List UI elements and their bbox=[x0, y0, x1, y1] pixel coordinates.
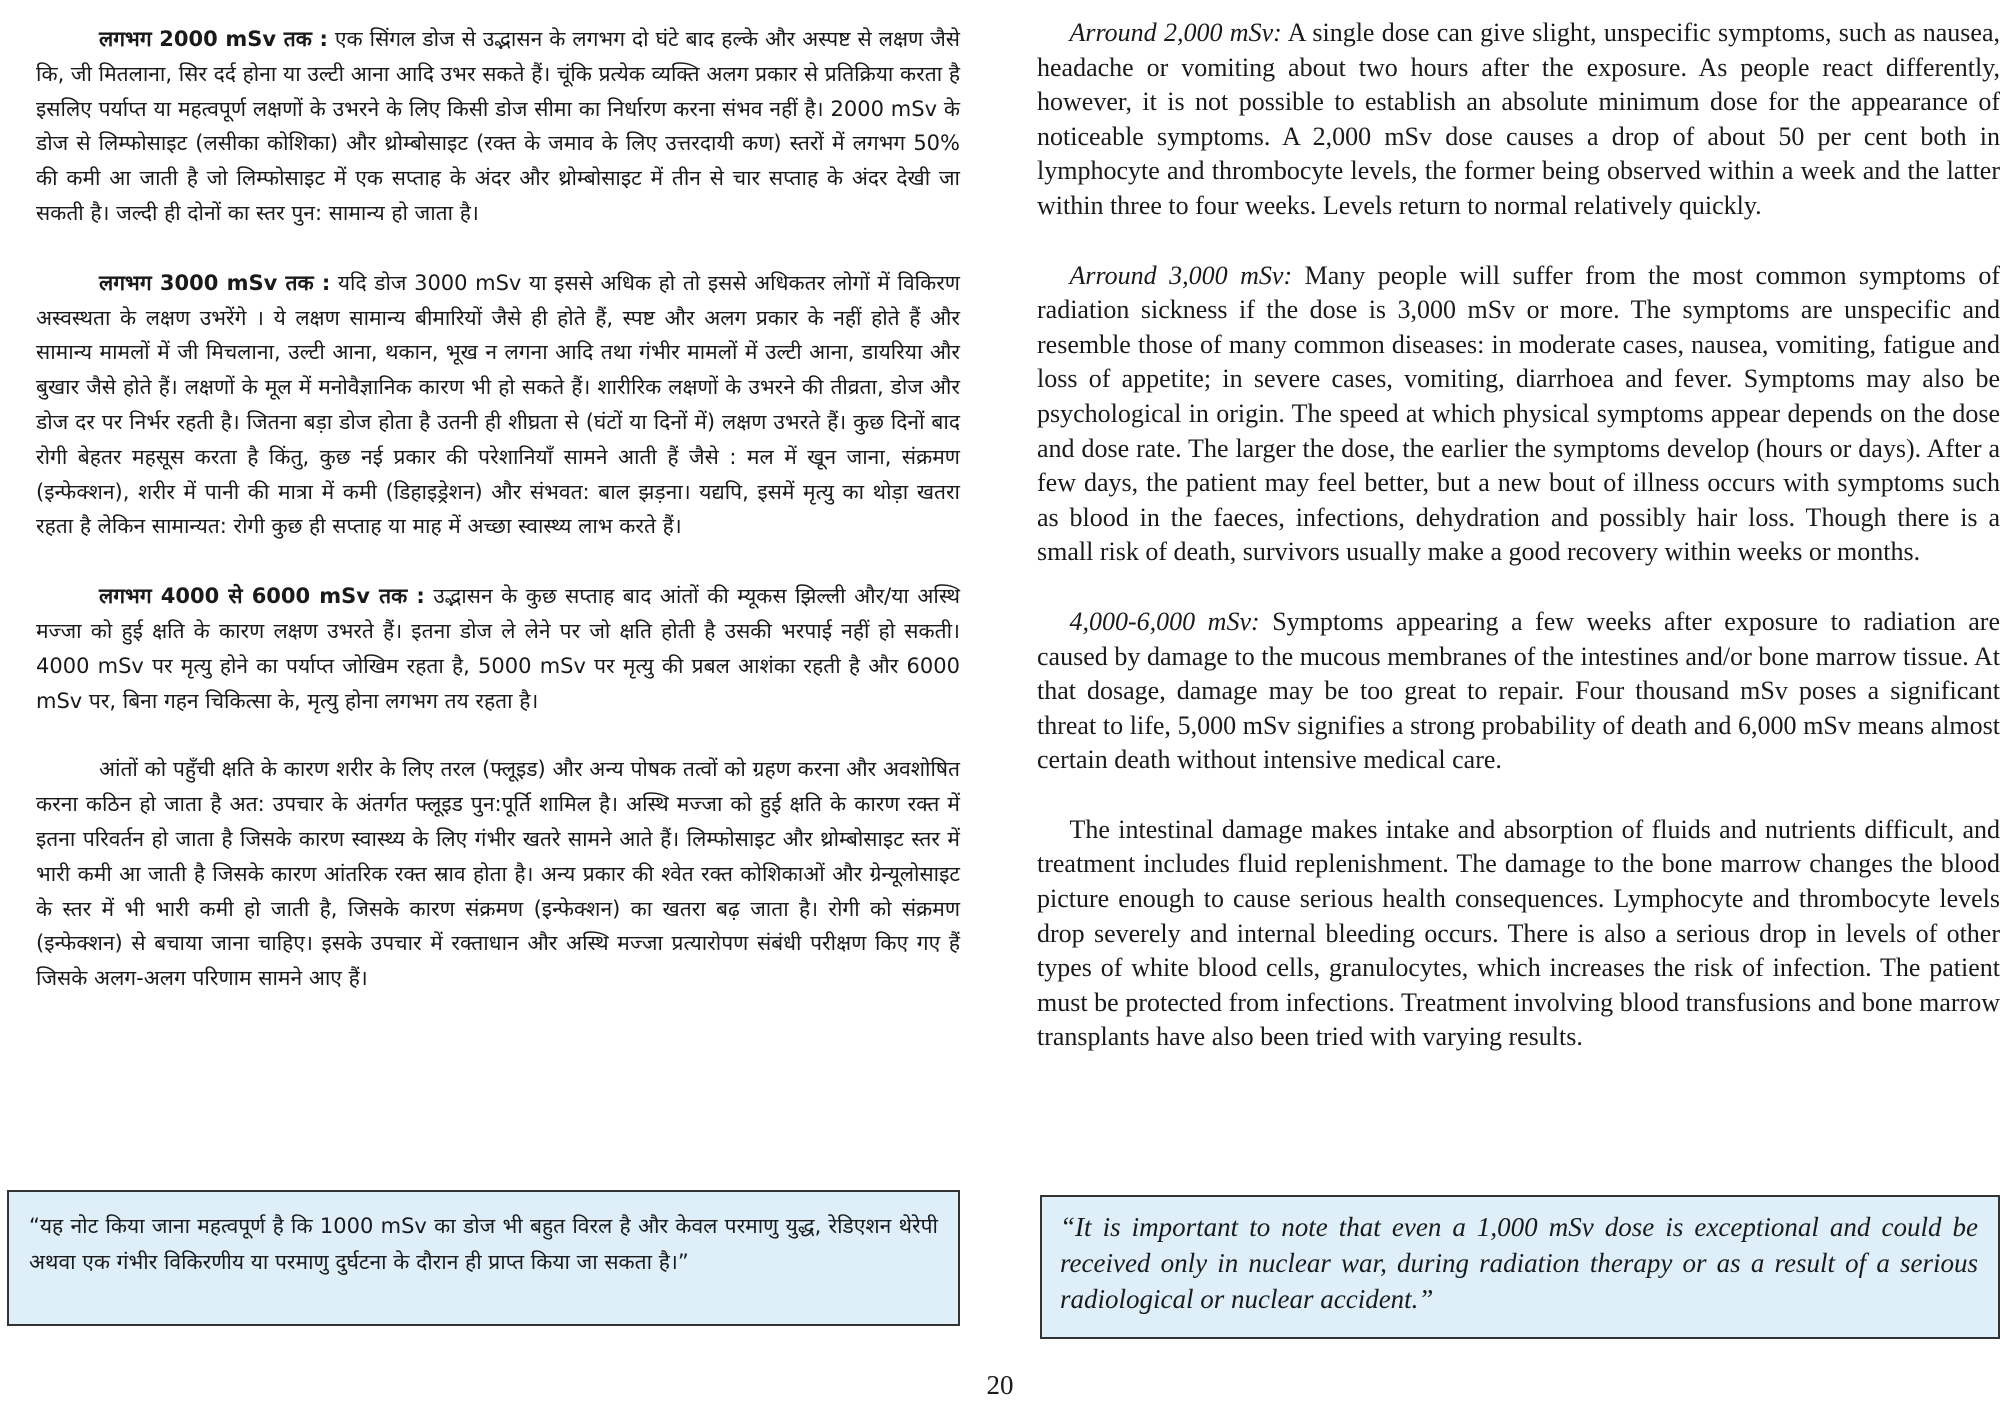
english-heading-3000: Arround 3,000 mSv: bbox=[1069, 260, 1293, 290]
hindi-heading-4000-6000: लगभग 4000 से 6000 mSv तक : bbox=[99, 584, 425, 609]
english-body-intestinal: The intestinal damage makes intake and absorption of fluids and nutrients difficult, and treatment includes fluid replenishment. The damage to the bone marrow changes the blood picture enough to cause serious health consequences. Lymphocyte and thrombocyte levels drop severely and internal bleeding occurs. There is also a serious drop in levels of other types of white blood cells, granulocytes, which increases the risk of infection. The patient must be protected from infections. Treatment involving blood transfusions and bone marrow transplants have also been tried with varying results. bbox=[1037, 814, 2000, 1052]
english-column bbox=[1037, 16, 2000, 1055]
hindi-column bbox=[36, 22, 960, 996]
english-heading-2000: Arround 2,000 mSv: bbox=[1069, 18, 1282, 47]
hindi-paragraph-3000 bbox=[36, 266, 960, 544]
hindi-paragraph-2000 bbox=[36, 22, 960, 231]
hindi-body-3000: यदि डोज 3000 mSv या इससे अधिक हो तो इससे अधिकतर लोगों में विकिरण अस्वस्थता के लक्षण उभरेंगे । ये लक्षण सामान्य बीमारियों जैसे ही होते हैं, स्पष्ट और अलग प्रकार के नहीं होते हैं और सामान्य मामलों में जी मिचलाना, उल्टी आना, थकान, भूख न लगना आदि तथा गंभीर मामलों में उल्टी आना, डायरिया और बुखार जैसे होते हैं। लक्षणों के मूल में मनोवैज्ञानिक कारण भी हो सकते हैं। शारीरिक लक्षणों के उभरने की तीव्रता, डोज और डोज दर पर निर्भर रहती है। जितना बड़ा डोज होता है उतनी ही शीघ्रता से (घंटों या दिनों में) लक्षण उभरते हैं। कुछ दिनों बाद रोगी बेहतर महसूस करता है किंतु, कुछ नई प्रकार की परेशानियाँ सामने आती हैं जैसे : मल में खून जाना, संक्रमण (इन्फेक्शन), शरीर में पानी की मात्रा में कमी (डिहाइड्रेशन) और संभवत: बाल झड़ना। यद्यपि, इसमें मृत्यु का थोड़ा खतरा रहता है लेकिन सामान्यत: रोगी कुछ ही सप्ताह या माह में अच्छा स्वास्थ्य लाभ करते हैं। bbox=[36, 270, 960, 539]
english-heading-4000-6000: 4,000-6,000 mSv: bbox=[1069, 606, 1260, 636]
page-number: 20 bbox=[986, 1370, 1014, 1400]
english-paragraph-2000 bbox=[1037, 16, 2000, 224]
hindi-quote-text: “यह नोट किया जाना महत्वपूर्ण है कि 1000 mSv का डोज भी बहुत विरल है और केवल परमाणु युद्ध, रेडिएशन थेरेपी अथवा एक गंभीर विकिरणीय या परमाणु दुर्घटना के दौरान ही प्राप्त किया जा सकता है।” bbox=[29, 1214, 938, 1274]
hindi-heading-2000: लगभग 2000 mSv तक : bbox=[99, 27, 328, 51]
hindi-body-4000-6000: उद्भासन के कुछ सप्ताह बाद आंतों की म्यूकस झिल्ली और/या अस्थि मज्जा को हुई क्षति के कारण लक्षण उभरते हैं। इतना डोज ले लेने पर जो क्षति होती है उसकी भरपाई नहीं हो सकती। 4000 mSv पर मृत्यु होने का पर्याप्त जोखिम रहता है, 5000 mSv पर मृत्यु की प्रबल आशंका रहती है और 6000 mSv पर, बिना गहन चिकित्सा के, मृत्यु होना लगभग तय रहता है। bbox=[36, 584, 960, 713]
hindi-paragraph-4000-6000 bbox=[36, 579, 960, 718]
english-paragraph-3000 bbox=[1037, 259, 2000, 570]
english-body-4000-6000: Symptoms appearing a few weeks after exposure to radiation are caused by damage to the mucous membranes of the intestines and/or bone marrow tissue. At that dosage, damage may be too great to repair. Four thousand mSv poses a significant threat to life, 5,000 mSv signifies a strong probability of death and 6,000 mSv means almost certain death without intensive medical care. bbox=[1037, 606, 2000, 775]
hindi-body-2000: एक सिंगल डोज से उद्भासन के लगभग दो घंटे बाद हल्के और अस्पष्ट से लक्षण जैसे कि, जी मितलाना, सिर दर्द होना या उल्टी आना आदि उभर सकते हैं। चूंकि प्रत्येक व्यक्ति अलग प्रकार से प्रतिक्रिया करता है इसलिए पर्याप्त या महत्वपूर्ण लक्षणों के उभरने के लिए किसी डोज सीमा का निर्धारण करना संभव नहीं है। 2000 mSv के डोज से लिम्फोसाइट (लसीका कोशिका) और थ्रोम्बोसाइट (रक्त के जमाव के लिए उत्तरदायी कण) स्तरों में लगभग 50% की कमी आ जाती है जो लिम्फोसाइट में एक सप्ताह के अंदर और थ्रोम्बोसाइट में तीन से चार सप्ताह के अंदर देखी जा सकती है। जल्दी ही दोनों का स्तर पुन: सामान्य हो जाता है। bbox=[36, 27, 960, 225]
english-body-2000: A single dose can give slight, unspecific symptoms, such as nausea, headache or vomiting about two hours after the exposure. As people react differently, however, it is not possible to establish an absolute minimum dose for the appearance of noticeable symptoms. A 2,000 mSv dose causes a drop of about 50 per cent both in lymphocyte and thrombocyte levels, the former being observed within a week and the latter within three to four weeks. Levels return to normal relatively quickly. bbox=[1037, 18, 2000, 220]
english-body-3000: Many people will suffer from the most common symptoms of radiation sickness if the dose is 3,000 mSv or more. The symptoms are unspecific and resemble those of many common diseases: in moderate cases, nausea, vomiting, fatigue and loss of appetite; in severe cases, vomiting, diarrhoea and fever. Symptoms may also be psychological in origin. The speed at which physical symptoms appear depends on the dose and dose rate. The larger the dose, the earlier the symptoms develop (hours or days). After a few days, the patient may feel better, but a new bout of illness occurs with symptoms such as blood in the faeces, infections, dehydration and possibly hair loss. Though there is a small risk of death, survivors usually make a good recovery within weeks or months. bbox=[1037, 260, 2000, 567]
hindi-heading-3000: लगभग 3000 mSv तक : bbox=[99, 270, 331, 295]
english-quote-box bbox=[1040, 1195, 2000, 1339]
hindi-paragraph-intestinal bbox=[36, 752, 960, 996]
english-paragraph-4000-6000 bbox=[1037, 605, 2000, 778]
hindi-quote-box bbox=[7, 1190, 960, 1326]
english-paragraph-intestinal bbox=[1037, 813, 2000, 1055]
english-quote-text: “It is important to note that even a 1,000 mSv dose is exceptional and could be received only in nuclear war, during radiation therapy or as a result of a serious radiological or nuclear accident.” bbox=[1060, 1212, 1978, 1314]
hindi-body-intestinal: आंतों को पहुँची क्षति के कारण शरीर के लिए तरल (फ्लूइड) और अन्य पोषक तत्वों को ग्रहण करना और अवशोषित करना कठिन हो जाता है अत: उपचार के अंतर्गत फ्लूइड पुन:पूर्ति शामिल है। अस्थि मज्जा को हुई क्षति के कारण रक्त में इतना परिवर्तन हो जाता है जिसके कारण स्वास्थ्य के लिए गंभीर खतरे सामने आते हैं। लिम्फोसाइट और थ्रोम्बोसाइट स्तर में भारी कमी आ जाती है जिसके कारण आंतरिक रक्त स्राव होता है। अन्य प्रकार की श्वेत रक्त कोशिकाओं और ग्रेन्यूलोसाइट के स्तर में भी भारी कमी हो जाती है, जिसके कारण संक्रमण (इन्फेक्शन) का खतरा बढ़ जाता है। रोगी को संक्रमण (इन्फेक्शन) से बचाया जाना चाहिए। इसके उपचार में रक्ताधान और अस्थि मज्जा प्रत्यारोपण संबंधी परीक्षण किए गए हैं जिसके अलग-अलग परिणाम सामने आए हैं। bbox=[36, 757, 960, 991]
